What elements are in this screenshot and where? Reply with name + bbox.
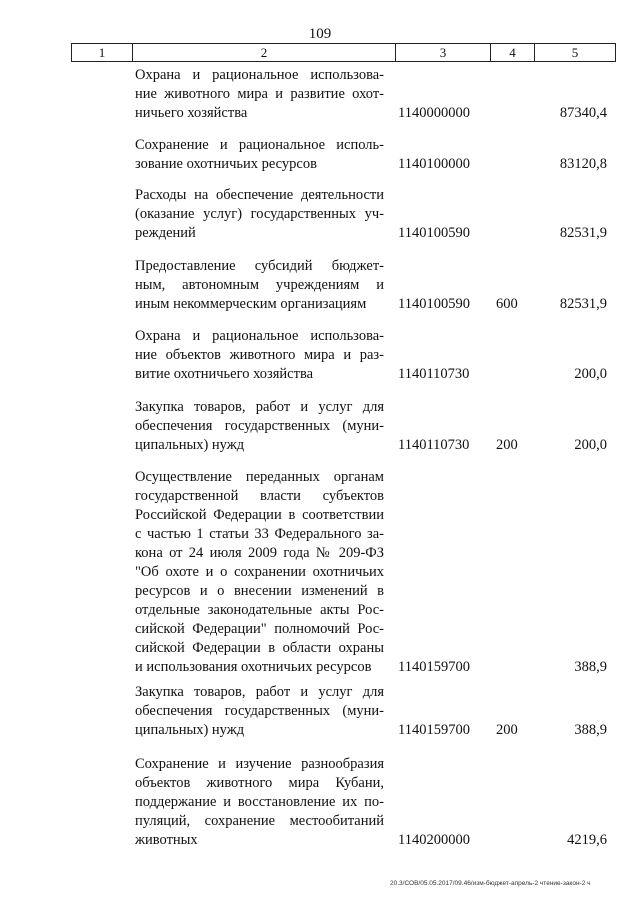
row-code: 1140100000 bbox=[398, 156, 470, 172]
description-line: сийской Федерации в области охраны bbox=[135, 640, 384, 656]
description-line: (оказание услуг) государственных уч- bbox=[135, 206, 384, 222]
description-line: Закупка товаров, работ и услуг для bbox=[135, 399, 384, 415]
description-line: витие охотничьего хозяйства bbox=[135, 366, 314, 382]
row-code: 1140200000 bbox=[398, 832, 470, 848]
footer-file-path: 20.3/СОВ/05.05.2017/09.46/изм-бюджет-апрель-2 чтение-закон-2 ч bbox=[390, 880, 591, 887]
description-line: ципальных) нужд bbox=[135, 722, 245, 738]
description-line: реждений bbox=[135, 225, 196, 241]
row-code: 1140159700 bbox=[398, 659, 470, 675]
description-line: Российской Федерации в соответствии bbox=[135, 507, 384, 523]
description-line: Закупка товаров, работ и услуг для bbox=[135, 684, 384, 700]
row-description bbox=[135, 186, 384, 243]
description-line: ципальных) нужд bbox=[135, 437, 245, 453]
page-number: 109 bbox=[308, 26, 332, 42]
description-line: ничьего хозяйства bbox=[135, 105, 248, 121]
row-amount: 82531,9 bbox=[559, 296, 607, 312]
description-line: обеспечения государственных (муни- bbox=[135, 418, 384, 434]
row-description bbox=[135, 136, 384, 174]
header-col-4: 4 bbox=[491, 44, 535, 61]
header-col-3: 3 bbox=[396, 44, 491, 61]
row-code: 1140100590 bbox=[398, 225, 470, 241]
row-description bbox=[135, 257, 384, 314]
header-col-1: 1 bbox=[72, 44, 133, 61]
row-code: 1140110730 bbox=[398, 437, 470, 453]
row-amount: 83120,8 bbox=[559, 156, 607, 172]
description-line: зование охотничьих ресурсов bbox=[135, 156, 317, 172]
description-line: Охрана и рациональное использова- bbox=[135, 328, 384, 344]
description-line: ресурсов и о внесении изменений в bbox=[135, 583, 384, 599]
row-amount: 4219,6 bbox=[567, 832, 607, 848]
row-amount: 388,9 bbox=[574, 722, 607, 738]
row-code: 1140000000 bbox=[398, 105, 470, 121]
row-amount: 82531,9 bbox=[559, 225, 607, 241]
description-line: поддержание и восстановление их по- bbox=[135, 794, 384, 810]
description-line: Охрана и рациональное использова- bbox=[135, 67, 384, 83]
description-line: Сохранение и рациональное исполь- bbox=[135, 137, 384, 153]
row-description bbox=[135, 398, 384, 455]
description-line: Предоставление субсидий бюджет- bbox=[135, 258, 384, 274]
row-expense-type: 200 bbox=[496, 722, 518, 738]
table-header bbox=[71, 43, 616, 62]
row-amount: 388,9 bbox=[574, 659, 607, 675]
header-col-5: 5 bbox=[571, 45, 579, 60]
description-line: кона от 24 июля 2009 года № 209-ФЗ bbox=[135, 545, 384, 561]
description-line: Сохранение и изучение разнообразия bbox=[135, 756, 384, 772]
description-line: ным, автономным учреждениям и bbox=[135, 277, 384, 293]
row-description bbox=[135, 755, 384, 850]
row-code: 1140110730 bbox=[398, 366, 470, 382]
description-line: иным некоммерческим организациям bbox=[135, 296, 367, 312]
row-description bbox=[135, 683, 384, 740]
description-line: и использования охотничьих ресурсов bbox=[135, 659, 372, 675]
row-description bbox=[135, 66, 384, 123]
row-description bbox=[135, 327, 384, 384]
description-line: государственной власти субъектов bbox=[135, 488, 384, 504]
description-line: Расходы на обеспечение деятельности bbox=[135, 187, 384, 203]
description-line: с частью 1 статьи 33 Федерального за- bbox=[135, 526, 384, 542]
description-line: "Об охоте и о сохранении охотничьих bbox=[135, 564, 384, 580]
description-line: животных bbox=[135, 832, 198, 848]
row-amount: 200,0 bbox=[574, 437, 607, 453]
description-line: ние животного мира и развитие охот- bbox=[135, 86, 384, 102]
description-line: пуляций, сохранение местообитаний bbox=[135, 813, 384, 829]
row-amount: 87340,4 bbox=[559, 105, 607, 121]
row-code: 1140100590 bbox=[398, 296, 470, 312]
row-description bbox=[135, 468, 384, 677]
row-expense-type: 200 bbox=[496, 437, 518, 453]
header-col-2: 2 bbox=[133, 44, 396, 61]
description-line: Осуществление переданных органам bbox=[135, 469, 384, 485]
description-line: отдельные законодательные акты Рос- bbox=[135, 602, 384, 618]
description-line: объектов животного мира Кубани, bbox=[135, 775, 384, 791]
description-line: обеспечения государственных (муни- bbox=[135, 703, 384, 719]
description-line: сийской Федерации" полномочий Рос- bbox=[135, 621, 384, 637]
description-line: ние объектов животного мира и раз- bbox=[135, 347, 384, 363]
row-expense-type: 600 bbox=[496, 296, 518, 312]
row-amount: 200,0 bbox=[574, 366, 607, 382]
row-code: 1140159700 bbox=[398, 722, 470, 738]
